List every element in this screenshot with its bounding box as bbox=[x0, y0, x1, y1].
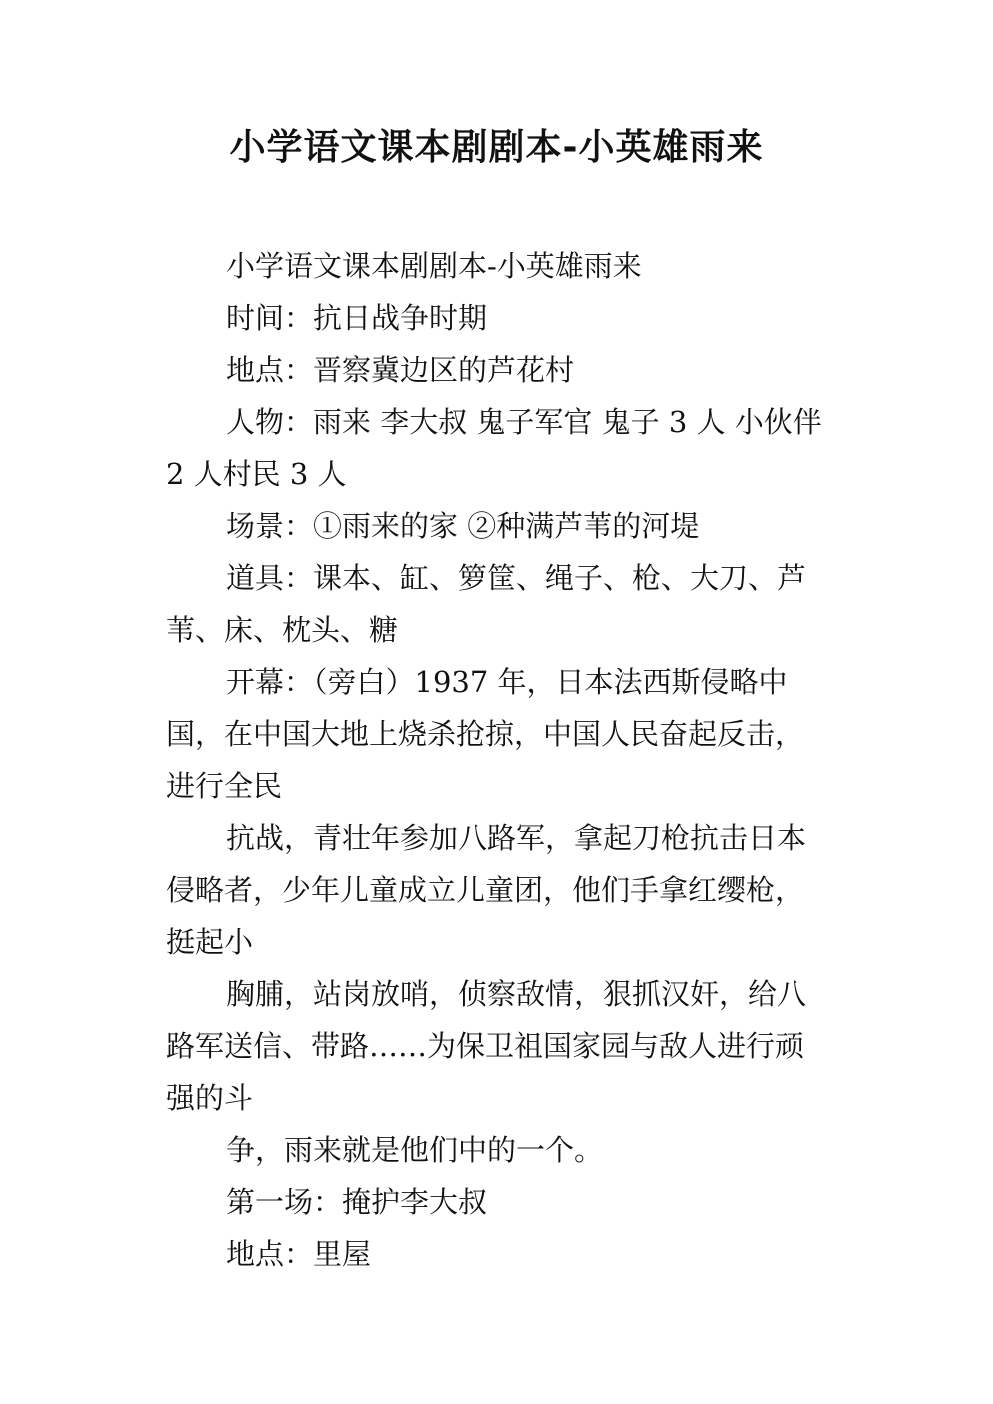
paragraph-yulai: 争，雨来就是他们中的一个。 bbox=[226, 1133, 604, 1167]
paragraph-scene-one-location: 地点：里屋 bbox=[226, 1237, 372, 1271]
paragraph-opening: 开幕：（旁白）1937 年，日本法西斯侵略中国，在中国大地上烧杀抢掠，中国人民奋起反击，进行全民 bbox=[166, 665, 805, 803]
paragraph-location: 地点：晋察冀边区的芦花村 bbox=[226, 353, 575, 387]
paragraph-resistance: 抗战，青壮年参加八路军，拿起刀枪抗击日本侵略者，少年儿童成立儿童团，他们手拿红缨枪，挺起小 bbox=[166, 821, 807, 959]
paragraph-scenes: 场景：①雨来的家 ②种满芦苇的河堤 bbox=[226, 509, 700, 543]
paragraph-duties: 胸脯，站岗放哨，侦察敌情，狠抓汉奸，给八路军送信、带路……为保卫祖国家园与敌人进行顽强的斗 bbox=[166, 977, 807, 1115]
document-body bbox=[166, 240, 828, 1280]
paragraph-time: 时间：抗日战争时期 bbox=[226, 301, 488, 335]
paragraph-scene-one: 第一场：掩护李大叔 bbox=[226, 1185, 488, 1219]
paragraph-heading: 小学语文课本剧剧本-小英雄雨来 bbox=[226, 249, 642, 283]
paragraph-props: 道具：课本、缸、箩筐、绳子、枪、大刀、芦苇、床、枕头、糖 bbox=[166, 561, 807, 647]
paragraph-characters: 人物：雨来 李大叔 鬼子军官 鬼子 3 人 小伙伴 2 人村民 3 人 bbox=[166, 405, 822, 491]
document-title: 小学语文课本剧剧本-小英雄雨来 bbox=[229, 127, 764, 168]
